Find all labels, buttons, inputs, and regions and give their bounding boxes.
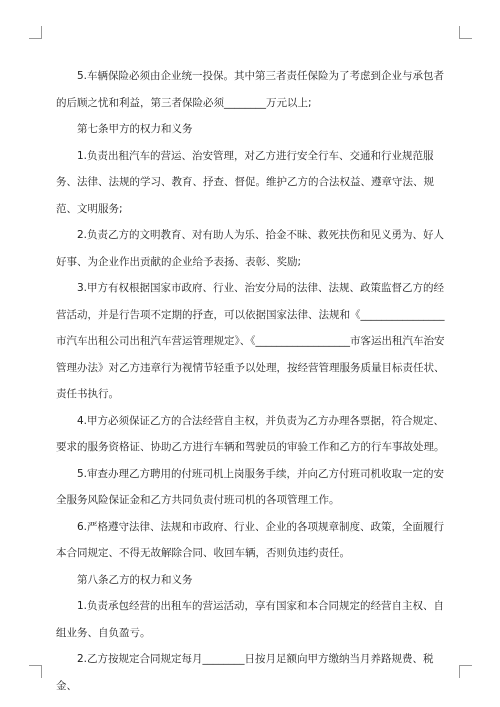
paragraph-7-1: 1.负责出租汽车的营运、治安管理，对乙方进行安全行车、交通和行业规范服务、法律、法规的学习、教育、抒查、督促。维护乙方的合法权益、遵章守法、规范、文明服务; — [56, 149, 434, 215]
paragraph-8-2: 2.乙方按规定合同规定每月________日按月足额向甲方缴纳当月养路规费、税金、 — [56, 653, 434, 692]
heading-article-8: 第八条乙方的权力和义务 — [77, 573, 193, 586]
paragraph-7-3: 3.甲方有权根据国家市政府、行业、治安分局的法律、法规、政策监督乙方的经营活动，并是行告项不定期的抒查，可以依据国家法律、法规和《________________市汽车出租公司出租汽车营运管理规定》、《__________________市客运出租汽车治安管理办法》对乙方违章行为视情节轻重予以处理，按经营管理服务质量目标责任状、责任书执行。 — [56, 282, 445, 400]
paragraph-insurance: 5.车辆保险必须由企业统一投保。其中第三者责任保险为了考虑到企业与承包者的后顾之忧和利益，第三者保险必须________万元以上; — [56, 70, 445, 109]
paragraph-8-1: 1.负责承包经营的出租车的营运活动，享有国家和本合同规定的经营自主权、自组业务、自负盈亏。 — [56, 600, 445, 639]
document-body — [56, 63, 448, 699]
crop-mark-top-right — [459, 26, 472, 39]
crop-mark-top-left — [29, 26, 42, 39]
crop-mark-bottom-right — [459, 665, 472, 678]
heading-article-7: 第七条甲方的权力和义务 — [77, 123, 193, 135]
paragraph-7-5: 5.审查办理乙方聘用的付班司机上岗服务手续，并向乙方付班司机收取一定的安全服务风险保证金和乙方共同负责付班司机的各项管理工作。 — [56, 467, 445, 506]
paragraph-7-6: 6.严格遵守法律、法规和市政府、行业、企业的各项规章制度、政策，全面履行本合同规定、不得无故解除合同、收回车辆，否则负违约责任。 — [56, 520, 445, 559]
paragraph-7-2: 2.负责乙方的文明教育、对有助人为乐、拾金不昧、救死扶伤和见义勇为、好人好事、为企业作出贡献的企业给予表扬、表彰、奖励; — [56, 229, 445, 268]
paragraph-7-4: 4.甲方必须保证乙方的合法经营自主权，并负责为乙方办理各票据，符合规定、要求的服务资格证、协助乙方进行车辆和驾驶员的审验工作和乙方的行车事故处理。 — [56, 414, 445, 453]
crop-mark-bottom-left — [29, 665, 42, 678]
